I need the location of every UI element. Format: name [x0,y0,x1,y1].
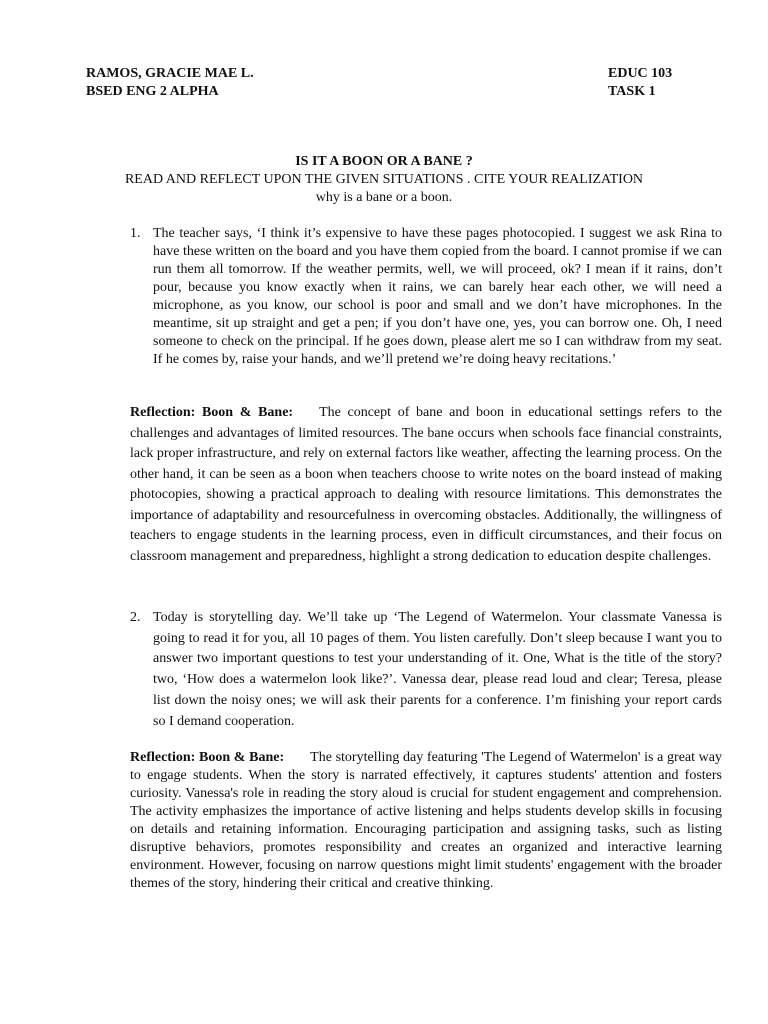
reflection-text: The storytelling day featuring 'The Legend of Watermelon' is a great way to engage students. When the story is narrated effectively, it captures students' attention and fosters curiosity. Vanessa's role in reading the story aloud is crucial for student engagement and comprehension. The activity emphasizes the importance of active listening and helps students develop skills in focusing on details and retaining information. Encouraging participation and assigning tasks, such as listing disruptive behaviors, promotes responsibility and creates an organized and interactive learning environment. However, focusing on narrow questions might limit students' engagement with the broader themes of the story, hindering their critical and creative thinking. [130,750,723,891]
student-name: RAMOS, GRACIE MAE L. [86,66,254,81]
course-code: EDUC 103 [608,66,673,81]
task-label: TASK 1 [608,84,656,99]
reflection-2 [130,749,722,893]
situation-number: 1. [130,226,141,241]
reflection-label: Reflection: Boon & Bane: [130,750,285,765]
situation-text: Today is storytelling day. We’ll take up ‘The Legend of Watermelon. Your classmate Vanessa is going to read it for you, all 10 pages of them. You listen carefully. Don’t sleep because I want you to answer two important questions to test your understanding of it. One, What is the title of the story? two, ‘How does a watermelon look like?’. Vanessa dear, please read loud and clear; Teresa, please list down the noisy ones; we will ask their parents for a conference. I’m finishing your report cards so I demand cooperation. [153,610,722,729]
instruction-line: READ AND REFLECT UPON THE GIVEN SITUATIONS . CITE YOUR REALIZATION [124,172,644,187]
reflection-text: The concept of bane and boon in educational settings refers to the challenges and advantages of limited resources. The bane occurs when schools face financial constraints, lack proper infrastructure, and rely on external factors like weather, affecting the learning process. On the other hand, it can be seen as a boon when teachers choose to write notes on the board instead of making photocopies, showing a practical approach to dealing with resource limitations. This demonstrates the importance of adaptability and resourcefulness in overcoming obstacles. Additionally, the willingness of teachers to engage students in the learning process, even in difficult circumstances, and their focus on classroom management and preparedness, highlight a strong dedication to education despite challenges. [130,405,722,564]
student-section: BSED ENG 2 ALPHA [86,84,219,99]
document-title: IS IT A BOON OR A BANE ? [295,154,473,169]
reflection-1 [130,403,722,567]
situation-2 [130,608,722,732]
student-info [86,65,254,101]
title-block [86,153,682,207]
reflection-label: Reflection: Boon & Bane: [130,405,294,420]
situation-number: 2. [130,610,141,625]
instruction-subline: why is a bane or a boon. [315,190,453,205]
situation-1 [130,225,722,369]
course-info [608,65,672,101]
situation-text: The teacher says, ‘I think it’s expensive to have these pages photocopied. I suggest we ask Rina to have these written on the board and you have them copied from the board. I cannot promise if we can run them all tomorrow. If the weather permits, well, we will proceed, ok? I mean if it rains, don’t pour, because you know exactly when it rains, we can barely hear each other, we will need a microphone, as you know, our school is poor and small and we don’t have microphones. In the meantime, sit up straight and get a pen; if you don’t have one, yes, you can borrow one. Oh, I need someone to check on the principal. If he goes down, please alert me so I can withdraw from my seat. If he comes by, raise your hands, and we’ll pretend we’re doing heavy recitations.’ [153,226,722,367]
